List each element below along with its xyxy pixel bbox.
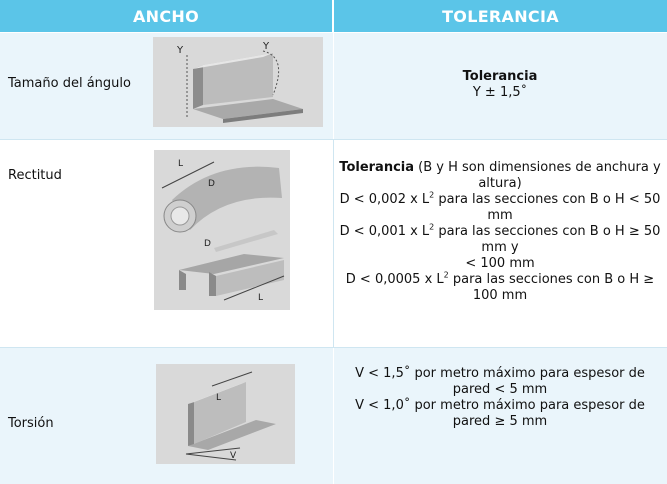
column-divider bbox=[333, 348, 334, 484]
row-torsion bbox=[0, 348, 667, 484]
tolerance-line: D < 0,002 x $L^2$ para las secciones con B o H < 50 mm bbox=[339, 190, 661, 223]
tolerance-title: Tolerancia bbox=[462, 69, 538, 84]
tolerance-line: D < 0,001 x $L^2$ para las secciones con B o H ≥ 50 mm y bbox=[339, 222, 661, 255]
tolerance-title: Tolerancia bbox=[339, 160, 415, 175]
column-divider bbox=[333, 33, 334, 139]
row-straightness bbox=[0, 140, 667, 347]
row-tolerance bbox=[338, 69, 662, 101]
row-label: Rectitud bbox=[8, 168, 62, 183]
row-angle-size bbox=[0, 33, 667, 139]
column-divider bbox=[333, 140, 334, 347]
angle-profile-illustration bbox=[153, 37, 323, 127]
tolerance-line: V < 1,0˚ por metro máximo para espesor de pared ≥ 5 mm bbox=[355, 398, 645, 429]
angle-y-right-label: Y bbox=[263, 41, 270, 52]
channel-d-label: D bbox=[204, 239, 211, 249]
row-tolerance bbox=[338, 366, 662, 430]
header-tolerancia: TOLERANCIA bbox=[334, 0, 667, 32]
header-ancho: ANCHO bbox=[0, 0, 332, 32]
tolerance-note: (B y H son dimensiones de anchura y altura) bbox=[414, 160, 661, 191]
torsion-l-label: L bbox=[216, 393, 222, 403]
tolerance-line: V < 1,5˚ por metro máximo para espesor de pared < 5 mm bbox=[355, 366, 645, 397]
row-label: Torsión bbox=[8, 416, 54, 431]
torsion-angle-illustration bbox=[156, 364, 295, 464]
tube-d-label: D bbox=[208, 179, 215, 189]
angle-size-diagram bbox=[153, 37, 323, 127]
straightness-diagram bbox=[154, 150, 290, 310]
channel-l-label: L bbox=[258, 293, 264, 303]
row-tolerance bbox=[338, 160, 662, 304]
tolerance-line: D < 0,0005 x $L^2$ para las secciones con B o H ≥ 100 mm bbox=[345, 270, 655, 303]
torsion-v-label: V bbox=[230, 451, 237, 461]
tolerance-line: < 100 mm bbox=[465, 256, 535, 271]
row-label: Tamaño del ángulo bbox=[8, 76, 131, 91]
torsion-diagram bbox=[156, 364, 295, 464]
tube-channel-illustration bbox=[154, 150, 290, 310]
angle-y-left-label: Y bbox=[177, 45, 184, 56]
tolerance-value: Y ± 1,5˚ bbox=[472, 85, 528, 100]
tube-l-label: L bbox=[178, 159, 184, 169]
